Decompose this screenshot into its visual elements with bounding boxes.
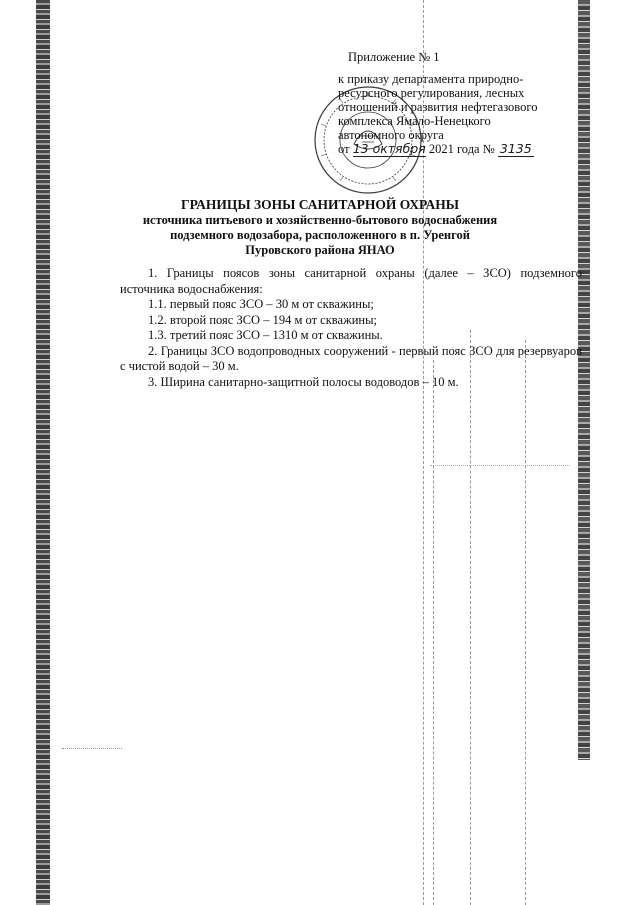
document-title (60, 197, 580, 258)
order-date-line (338, 142, 568, 157)
title-line: источника питьевого и хозяйственно-бытового водоснабжения (142, 213, 498, 227)
order-line: отношений и развития нефтегазового (338, 100, 538, 114)
document-body (120, 266, 582, 390)
fold-line (433, 360, 434, 905)
order-line: ресурсного регулирования, лесных (338, 86, 525, 100)
list-item: 1.1. первый пояс ЗСО – 30 м от скважины; (148, 297, 374, 311)
handwritten-date: 13 октября (352, 141, 426, 156)
fold-line (470, 330, 471, 905)
fold-line (430, 465, 570, 466)
paragraph-3: 3. Ширина санитарно-защитной полосы водоводов – 10 м. (148, 374, 459, 389)
scan-mark (62, 748, 122, 749)
title-line: Пуровского района ЯНАО (245, 243, 395, 257)
title-main: ГРАНИЦЫ ЗОНЫ САНИТАРНОЙ ОХРАНЫ (180, 197, 459, 212)
paragraph-1: 1. Границы поясов зоны санитарной охраны (далее – ЗСО) подземного источника водоснабжения: (120, 266, 582, 296)
title-line: подземного водозабора, расположенного в п. Уренгой (170, 228, 470, 242)
list-item: 1.2. второй пояс ЗСО – 194 м от скважины; (148, 312, 377, 327)
date-prefix: от (338, 142, 350, 156)
order-line: комплекса Ямало-Ненецкого (338, 114, 491, 128)
year-text: 2021 года № (428, 142, 495, 156)
handwritten-number: 3135 (498, 142, 534, 157)
order-line: автономного округа (338, 128, 444, 142)
list-item: 1.3. третий пояс ЗСО – 1310 м от скважины. (148, 328, 383, 342)
document-header (338, 50, 568, 157)
annex-label: Приложение № 1 (348, 50, 440, 64)
scan-edge-left (36, 0, 50, 905)
paragraph-2: 2. Границы ЗСО водопроводных сооружений - первый пояс ЗСО для резервуаров с чистой водой – 30 м. (120, 343, 582, 373)
fold-line (525, 340, 526, 905)
order-line: к приказу департамента природно- (338, 72, 524, 86)
